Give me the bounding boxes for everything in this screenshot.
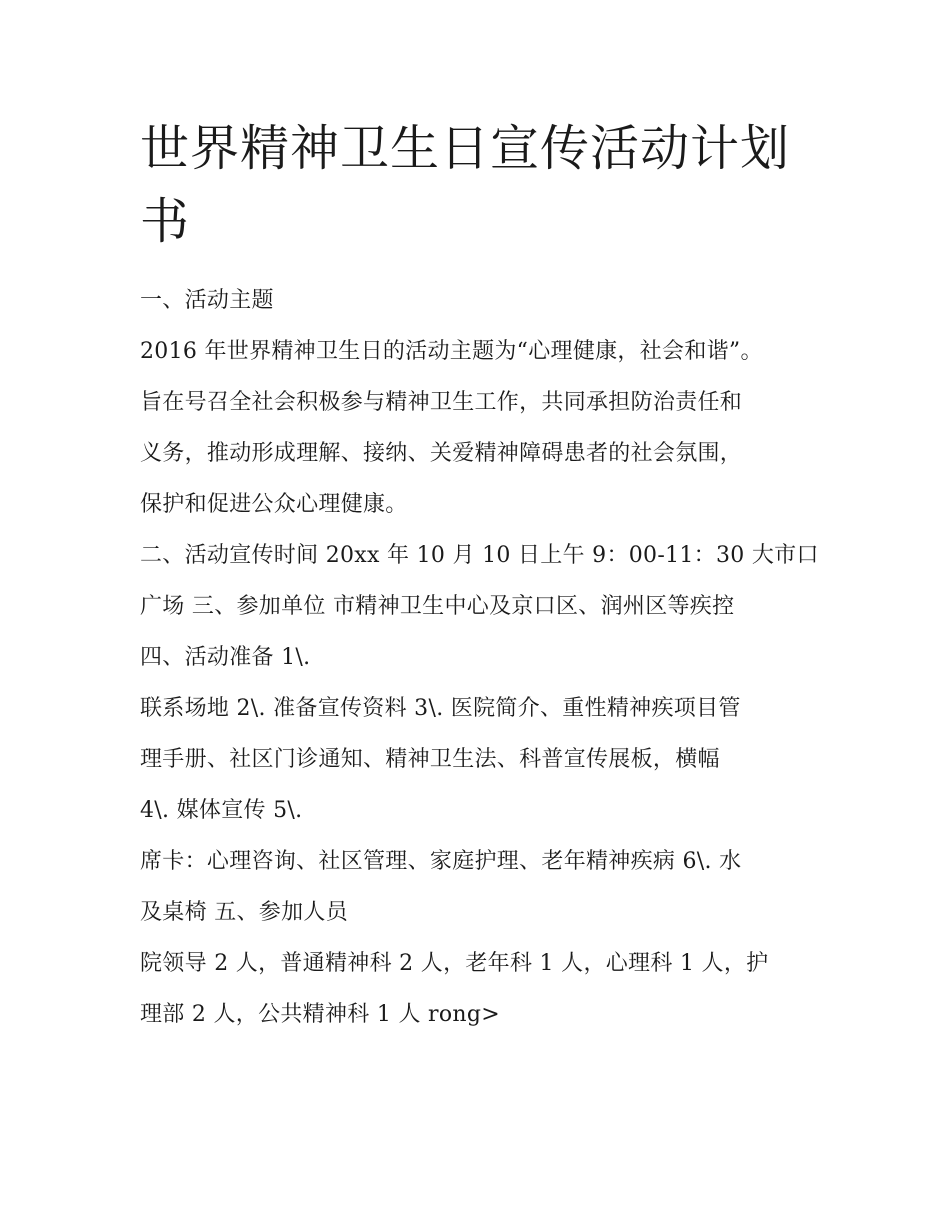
document-body — [140, 112, 820, 1049]
paragraph-line: 保护和促进公众心理健康。 — [140, 492, 408, 517]
paragraph-line: 院领导 2 人，普通精神科 2 人，老年科 1 人，心理科 1 人，护 — [140, 951, 769, 976]
title-line: 书 — [140, 193, 191, 250]
paragraph-line: 义务，推动形成理解、接纳、关爱精神障碍患者的社会氛围， — [140, 441, 743, 466]
paragraph-line: 4\. 媒体宣传 5\. — [140, 798, 303, 823]
paragraph-line: 理手册、社区门诊通知、精神卫生法、科普宣传展板，横幅 — [140, 747, 720, 772]
document-text — [140, 284, 820, 1032]
paragraph-line: 旨在号召全社会积极参与精神卫生工作，共同承担防治责任和 — [140, 390, 743, 415]
paragraph-line: 及桌椅 五、参加人员 — [140, 900, 348, 925]
paragraph-line: 席卡：心理咨询、社区管理、家庭护理、老年精神疾病 6\. 水 — [140, 849, 742, 874]
paragraph-line: 理部 2 人，公共精神科 1 人 rong> — [140, 1002, 501, 1027]
paragraph-line: 广场 三、参加单位 市精神卫生中心及京口区、润州区等疾控 — [140, 594, 735, 619]
paragraph-line: 二、活动宣传时间 20xx 年 10 月 10 日上午 9：00-11：30 大市口 — [140, 543, 819, 568]
section-heading-theme: 一、活动主题 — [140, 288, 274, 313]
paragraph-line: 四、活动准备 1\. — [140, 645, 311, 670]
document-title — [140, 112, 820, 258]
title-line: 世界精神卫生日宣传活动计划 — [140, 120, 791, 177]
paragraph-line: 2016 年世界精神卫生日的活动主题为“心理健康，社会和谐”。 — [140, 339, 763, 364]
paragraph-line: 联系场地 2\. 准备宣传资料 3\. 医院简介、重性精神疾项目管 — [140, 696, 741, 721]
